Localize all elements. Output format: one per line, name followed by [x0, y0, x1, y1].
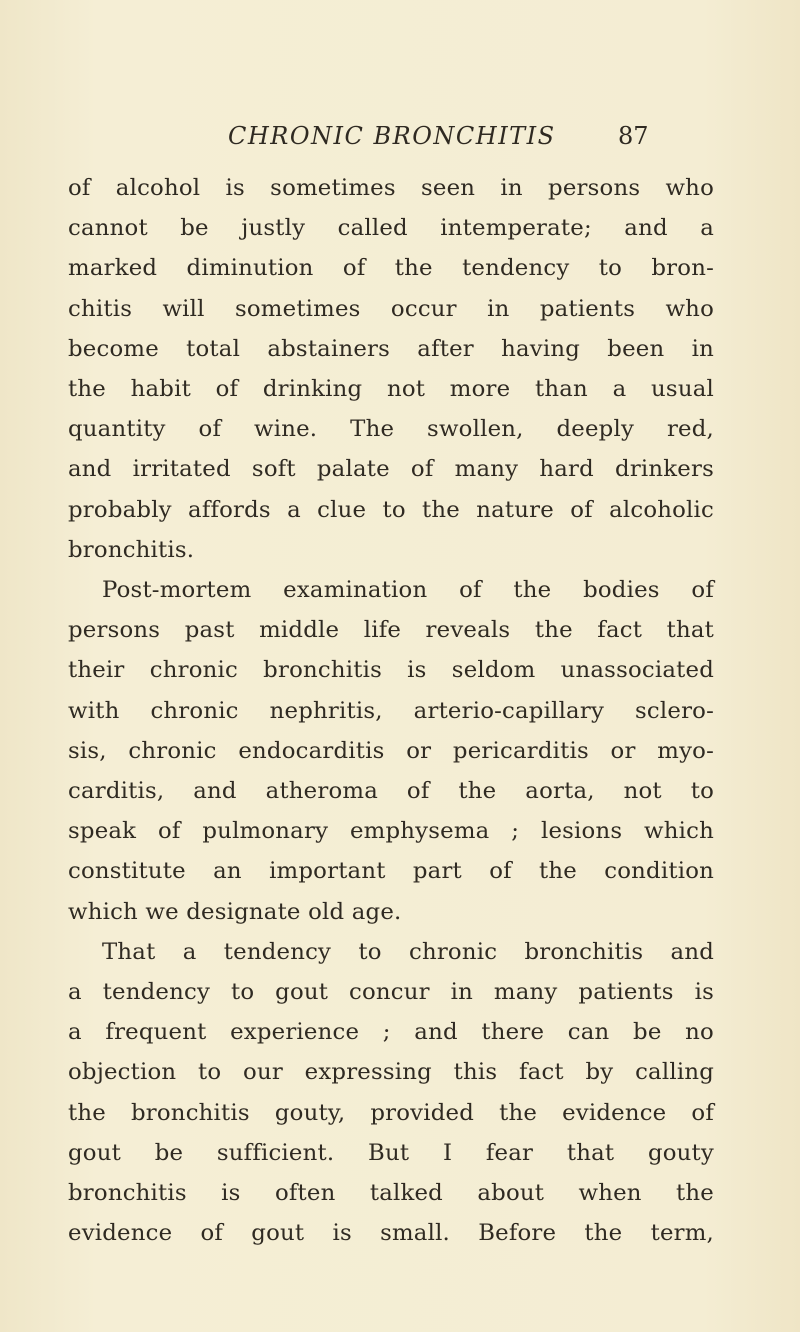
running-title: CHRONIC BRONCHITIS	[228, 122, 556, 150]
text-line: carditis, and atheroma of the aorta, not to	[68, 778, 714, 805]
text-line: gout be sufficient. But I fear that gouty	[68, 1139, 714, 1166]
text-line: the habit of drinking not more than a usual	[68, 376, 714, 403]
text-line: constitute an important part of the condition	[68, 858, 714, 885]
text-line: objection to our expressing this fact by calling	[68, 1059, 714, 1086]
body-text	[68, 168, 714, 1253]
text-line: chitis will sometimes occur in patients who	[68, 295, 714, 322]
text-line: cannot be justly called intemperate; and a	[68, 215, 714, 242]
text-line: their chronic bronchitis is seldom unassociated	[68, 657, 714, 684]
text-line: become total abstainers after having been in	[68, 335, 714, 362]
text-line: bronchitis.	[68, 536, 195, 563]
text-line: with chronic nephritis, arterio-capillary sclero-	[68, 697, 714, 724]
page-number: 87	[618, 122, 649, 150]
text-line: probably affords a clue to the nature of alcoholic	[68, 496, 714, 523]
text-line: the bronchitis gouty, provided the evidence of	[68, 1099, 714, 1126]
text-line: marked diminution of the tendency to bron-	[68, 255, 714, 282]
text-line: which we designate old age.	[68, 898, 402, 925]
text-line: and irritated soft palate of many hard drinkers	[68, 456, 714, 483]
text-line: of alcohol is sometimes seen in persons who	[68, 175, 714, 201]
text-line: a tendency to gout concur in many patients is	[68, 979, 714, 1006]
text-line: bronchitis is often talked about when the	[68, 1180, 714, 1207]
text-line: persons past middle life reveals the fact that	[68, 617, 714, 644]
text-line: That a tendency to chronic bronchitis and	[102, 938, 714, 965]
text-line: sis, chronic endocarditis or pericarditis or myo-	[68, 737, 714, 764]
text-line: quantity of wine. The swollen, deeply red,	[68, 416, 714, 443]
text-line: evidence of gout is small. Before the term,	[68, 1220, 714, 1247]
text-line: speak of pulmonary emphysema ; lesions which	[68, 818, 714, 845]
running-head	[0, 118, 800, 154]
text-line: Post-mortem examination of the bodies of	[102, 577, 714, 604]
text-line: a frequent experience ; and there can be no	[68, 1019, 714, 1046]
